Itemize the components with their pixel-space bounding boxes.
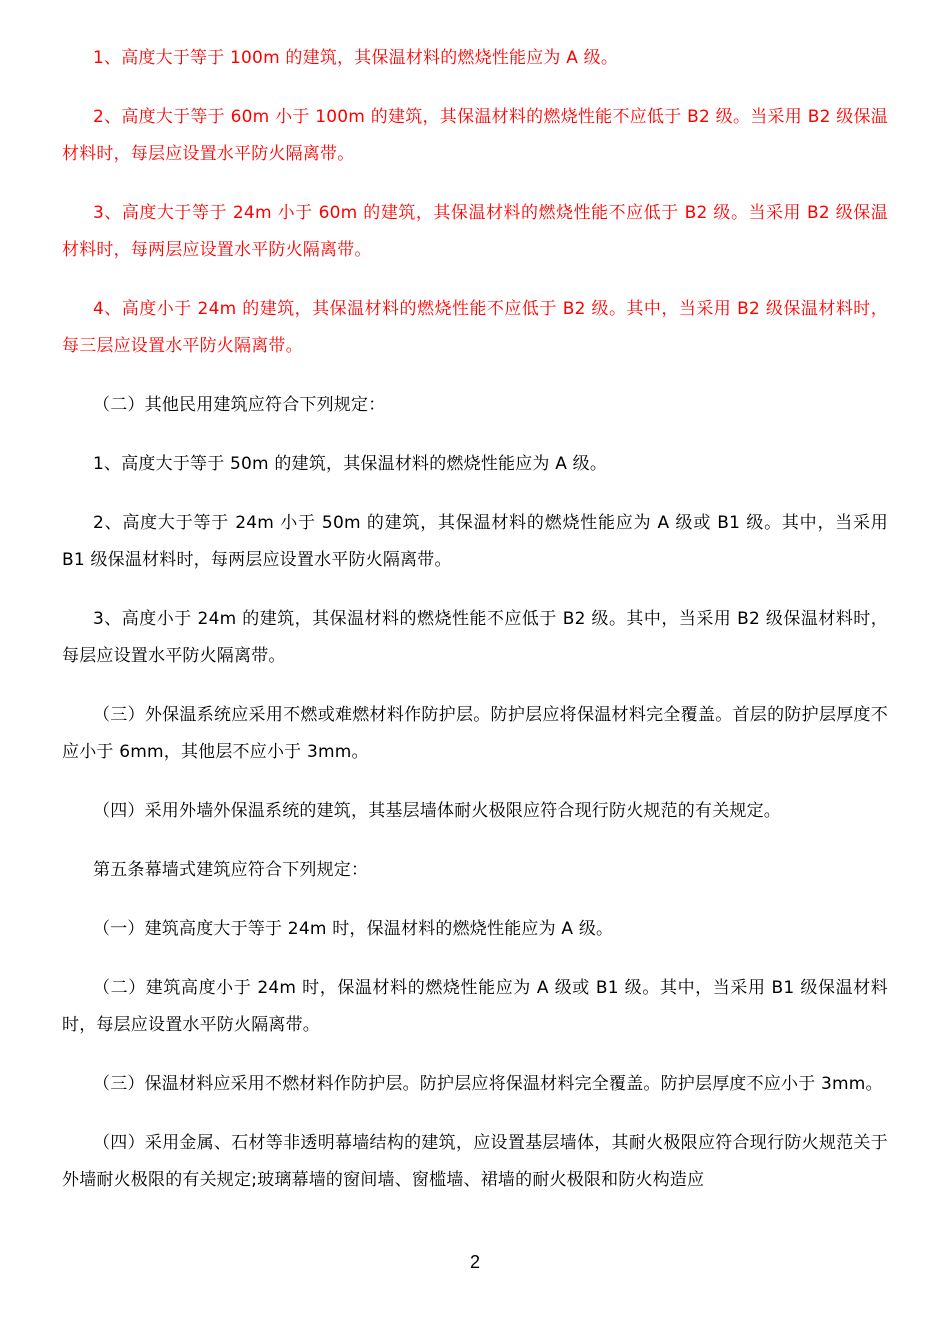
paragraph-7: 2、高度大于等于 24m 小于 50m 的建筑，其保温材料的燃烧性能应为 A 级或 B1 级。其中，当采用 B1 级保温材料时，每两层应设置水平防火隔离带。	[62, 513, 888, 570]
paragraph-2: 2、高度大于等于 60m 小于 100m 的建筑，其保温材料的燃烧性能不应低于 B2 级。当采用 B2 级保温材料时，每层应设置水平防火隔离带。	[62, 107, 888, 164]
article-5-item-3: （三）保温材料应采用不燃材料作防护层。防护层应将保温材料完全覆盖。防护层厚度不应小于 3mm。	[93, 1074, 883, 1094]
paragraph-4: 4、高度小于 24m 的建筑，其保温材料的燃烧性能不应低于 B2 级。其中，当采用 B2 级保温材料时，每三层应设置水平防火隔离带。	[62, 299, 888, 356]
article-5-item-2: （二）建筑高度小于 24m 时，保温材料的燃烧性能应为 A 级或 B1 级。其中，当采用 B1 级保温材料时，每层应设置水平防火隔离带。	[62, 978, 888, 1035]
document-page	[62, 40, 888, 1221]
section-heading-3: （三）外保温系统应采用不燃或难燃材料作防护层。防护层应将保温材料完全覆盖。首层的防护层厚度不应小于 6mm，其他层不应小于 3mm。	[62, 705, 888, 762]
article-5-heading: 第五条幕墙式建筑应符合下列规定：	[93, 860, 369, 880]
article-5-item-1: （一）建筑高度大于等于 24m 时，保温材料的燃烧性能应为 A 级。	[93, 919, 614, 939]
paragraph-8: 3、高度小于 24m 的建筑，其保温材料的燃烧性能不应低于 B2 级。其中，当采用 B2 级保温材料时，每层应设置水平防火隔离带。	[62, 609, 888, 666]
page-number: 2	[469, 1252, 480, 1272]
paragraph-1: 1、高度大于等于 100m 的建筑，其保温材料的燃烧性能应为 A 级。	[93, 48, 619, 68]
paragraph-6: 1、高度大于等于 50m 的建筑，其保温材料的燃烧性能应为 A 级。	[93, 454, 608, 474]
section-heading-4: （四）采用外墙外保温系统的建筑，其基层墙体耐火极限应符合现行防火规范的有关规定。	[93, 801, 781, 821]
article-5-item-4: （四）采用金属、石材等非透明幕墙结构的建筑，应设置基层墙体，其耐火极限应符合现行防火规范关于外墙耐火极限的有关规定;玻璃幕墙的窗间墙、窗槛墙、裙墙的耐火极限和防火构造应	[62, 1133, 888, 1190]
paragraph-3: 3、高度大于等于 24m 小于 60m 的建筑，其保温材料的燃烧性能不应低于 B2 级。当采用 B2 级保温材料时，每两层应设置水平防火隔离带。	[62, 203, 888, 260]
section-heading-2: （二）其他民用建筑应符合下列规定：	[93, 395, 386, 415]
